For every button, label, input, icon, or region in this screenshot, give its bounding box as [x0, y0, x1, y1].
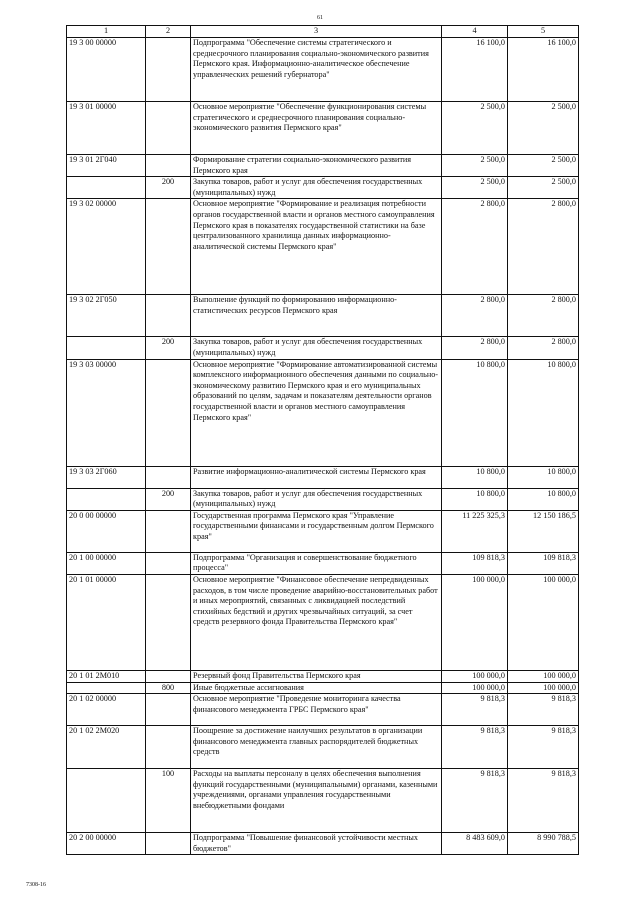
cell-expense-type — [146, 670, 191, 682]
cell-sum-year-1: 2 500,0 — [442, 177, 508, 199]
cell-code: 20 1 02 2М020 — [67, 726, 146, 769]
cell-sum-year-2: 9 818,3 — [508, 769, 579, 833]
cell-expense-type — [146, 726, 191, 769]
cell-name: Закупка товаров, работ и услуг для обеспечения государственных (муниципальных) нужд — [191, 337, 442, 359]
cell-code: 19 3 03 2Г060 — [67, 466, 146, 488]
cell-sum-year-1: 8 483 609,0 — [442, 833, 508, 855]
cell-sum-year-1: 109 818,3 — [442, 552, 508, 574]
table-row — [67, 552, 579, 574]
table-row — [67, 510, 579, 552]
cell-code — [67, 177, 146, 199]
header-col-5: 5 — [508, 26, 579, 38]
table-row — [67, 670, 579, 682]
cell-name: Развитие информационно-аналитической системы Пермского края — [191, 466, 442, 488]
cell-code: 20 2 00 00000 — [67, 833, 146, 855]
cell-sum-year-2: 8 990 788,5 — [508, 833, 579, 855]
cell-sum-year-1: 9 818,3 — [442, 726, 508, 769]
cell-expense-type — [146, 359, 191, 466]
cell-expense-type — [146, 155, 191, 177]
page-number: 61 — [317, 15, 323, 21]
table-row — [67, 726, 579, 769]
table-row — [67, 177, 579, 199]
cell-code: 19 3 01 2Г040 — [67, 155, 146, 177]
cell-sum-year-1: 16 100,0 — [442, 38, 508, 102]
cell-sum-year-2: 2 800,0 — [508, 295, 579, 337]
cell-expense-type — [146, 694, 191, 726]
cell-sum-year-1: 2 500,0 — [442, 102, 508, 155]
table-row — [67, 337, 579, 359]
cell-code: 20 1 01 2М010 — [67, 670, 146, 682]
cell-name: Государственная программа Пермского края "Управление государственными финансами и государственным долгом Пермского края" — [191, 510, 442, 552]
cell-expense-type — [146, 466, 191, 488]
cell-expense-type — [146, 199, 191, 295]
cell-sum-year-2: 2 800,0 — [508, 199, 579, 295]
table-row — [67, 488, 579, 510]
cell-expense-type — [146, 574, 191, 670]
header-col-3: 3 — [191, 26, 442, 38]
cell-name: Резервный фонд Правительства Пермского края — [191, 670, 442, 682]
cell-code: 20 1 00 00000 — [67, 552, 146, 574]
cell-name: Формирование стратегии социально-экономического развития Пермского края — [191, 155, 442, 177]
cell-sum-year-1: 100 000,0 — [442, 682, 508, 694]
table-row — [67, 682, 579, 694]
cell-code: 20 1 02 00000 — [67, 694, 146, 726]
header-col-4: 4 — [442, 26, 508, 38]
cell-sum-year-2: 16 100,0 — [508, 38, 579, 102]
cell-code — [67, 769, 146, 833]
cell-name: Подпрограмма "Обеспечение системы стратегического и среднесрочного планирования социально-экономического развития Пермского края. Информационно-аналитическое обеспечение управленческих решений губернатора" — [191, 38, 442, 102]
cell-sum-year-2: 9 818,3 — [508, 694, 579, 726]
table-row — [67, 102, 579, 155]
table-row — [67, 199, 579, 295]
cell-sum-year-1: 2 800,0 — [442, 295, 508, 337]
table-row — [67, 574, 579, 670]
cell-sum-year-1: 100 000,0 — [442, 574, 508, 670]
cell-sum-year-2: 2 500,0 — [508, 102, 579, 155]
cell-name: Закупка товаров, работ и услуг для обеспечения государственных (муниципальных) нужд — [191, 488, 442, 510]
cell-code: 20 0 00 00000 — [67, 510, 146, 552]
cell-sum-year-2: 9 818,3 — [508, 726, 579, 769]
cell-sum-year-1: 2 500,0 — [442, 155, 508, 177]
cell-expense-type — [146, 102, 191, 155]
table-body — [67, 38, 579, 855]
footer-code: 7308-16 — [26, 882, 46, 888]
cell-sum-year-1: 9 818,3 — [442, 769, 508, 833]
cell-sum-year-1: 10 800,0 — [442, 466, 508, 488]
cell-code: 19 3 00 00000 — [67, 38, 146, 102]
cell-sum-year-2: 2 500,0 — [508, 177, 579, 199]
cell-code: 20 1 01 00000 — [67, 574, 146, 670]
table-header-row — [67, 26, 579, 38]
cell-sum-year-2: 10 800,0 — [508, 466, 579, 488]
cell-code: 19 3 03 00000 — [67, 359, 146, 466]
cell-code: 19 3 01 00000 — [67, 102, 146, 155]
cell-name: Основное мероприятие "Формирование и реализация потребности органов государственной власти и органов местного самоуправления Пермского края в показателях государственной статистики на базе централизованного хранилища данных информационно-аналитической системы Пермского края" — [191, 199, 442, 295]
table-row — [67, 295, 579, 337]
cell-expense-type: 200 — [146, 177, 191, 199]
table-row — [67, 38, 579, 102]
cell-expense-type: 800 — [146, 682, 191, 694]
header-col-1: 1 — [67, 26, 146, 38]
cell-name: Основное мероприятие "Формирование автоматизированной системы комплексного информационного обеспечения данными по социально-экономическому развитию Пермского края и его муниципальных образований по целям, задачам и показателям деятельности органов государственной власти и органов местного самоуправления Пермского края" — [191, 359, 442, 466]
cell-sum-year-1: 100 000,0 — [442, 670, 508, 682]
cell-name: Выполнение функций по формированию информационно-статистических ресурсов Пермского края — [191, 295, 442, 337]
cell-code: 19 3 02 00000 — [67, 199, 146, 295]
cell-sum-year-2: 2 500,0 — [508, 155, 579, 177]
cell-expense-type — [146, 295, 191, 337]
table-row — [67, 155, 579, 177]
table-row — [67, 769, 579, 833]
cell-expense-type: 200 — [146, 337, 191, 359]
cell-sum-year-1: 2 800,0 — [442, 199, 508, 295]
cell-expense-type: 200 — [146, 488, 191, 510]
header-col-2: 2 — [146, 26, 191, 38]
cell-expense-type — [146, 38, 191, 102]
cell-name: Иные бюджетные ассигнования — [191, 682, 442, 694]
table-row — [67, 466, 579, 488]
cell-name: Поощрение за достижение наилучших результатов в организации финансового менеджмента главных распорядителей бюджетных средств — [191, 726, 442, 769]
cell-sum-year-2: 2 800,0 — [508, 337, 579, 359]
cell-name: Закупка товаров, работ и услуг для обеспечения государственных (муниципальных) нужд — [191, 177, 442, 199]
cell-sum-year-2: 109 818,3 — [508, 552, 579, 574]
cell-name: Основное мероприятие "Обеспечение функционирования системы стратегического и среднесрочного планирования социально-экономического развития Пермского края" — [191, 102, 442, 155]
budget-table — [66, 25, 579, 855]
cell-sum-year-2: 100 000,0 — [508, 670, 579, 682]
cell-code — [67, 488, 146, 510]
cell-name: Подпрограмма "Повышение финансовой устойчивости местных бюджетов" — [191, 833, 442, 855]
table-row — [67, 833, 579, 855]
cell-expense-type — [146, 833, 191, 855]
cell-sum-year-2: 100 000,0 — [508, 682, 579, 694]
cell-name: Расходы на выплаты персоналу в целях обеспечения выполнения функций государственными (муниципальными) органами, казенными учреждениями, органами управления государственными внебюджетными фондами — [191, 769, 442, 833]
cell-expense-type — [146, 552, 191, 574]
cell-sum-year-1: 10 800,0 — [442, 488, 508, 510]
cell-sum-year-1: 10 800,0 — [442, 359, 508, 466]
table-row — [67, 359, 579, 466]
cell-sum-year-2: 10 800,0 — [508, 359, 579, 466]
cell-name: Основное мероприятие "Финансовое обеспечение непредвиденных расходов, в том числе проведение аварийно-восстановительных работ и иных мероприятий, связанных с ликвидацией последствий стихийных бедствий и других чрезвычайных ситуаций, за счет средств резервного фонда Правительства Пермского края" — [191, 574, 442, 670]
cell-sum-year-1: 2 800,0 — [442, 337, 508, 359]
cell-sum-year-2: 12 150 186,5 — [508, 510, 579, 552]
cell-expense-type — [146, 510, 191, 552]
cell-sum-year-1: 9 818,3 — [442, 694, 508, 726]
cell-code: 19 3 02 2Г050 — [67, 295, 146, 337]
cell-name: Подпрограмма "Организация и совершенствование бюджетного процесса" — [191, 552, 442, 574]
cell-expense-type: 100 — [146, 769, 191, 833]
cell-name: Основное мероприятие "Проведение мониторинга качества финансового менеджмента ГРБС Пермского края" — [191, 694, 442, 726]
table-row — [67, 694, 579, 726]
cell-code — [67, 682, 146, 694]
cell-sum-year-2: 100 000,0 — [508, 574, 579, 670]
cell-sum-year-1: 11 225 325,3 — [442, 510, 508, 552]
cell-code — [67, 337, 146, 359]
cell-sum-year-2: 10 800,0 — [508, 488, 579, 510]
